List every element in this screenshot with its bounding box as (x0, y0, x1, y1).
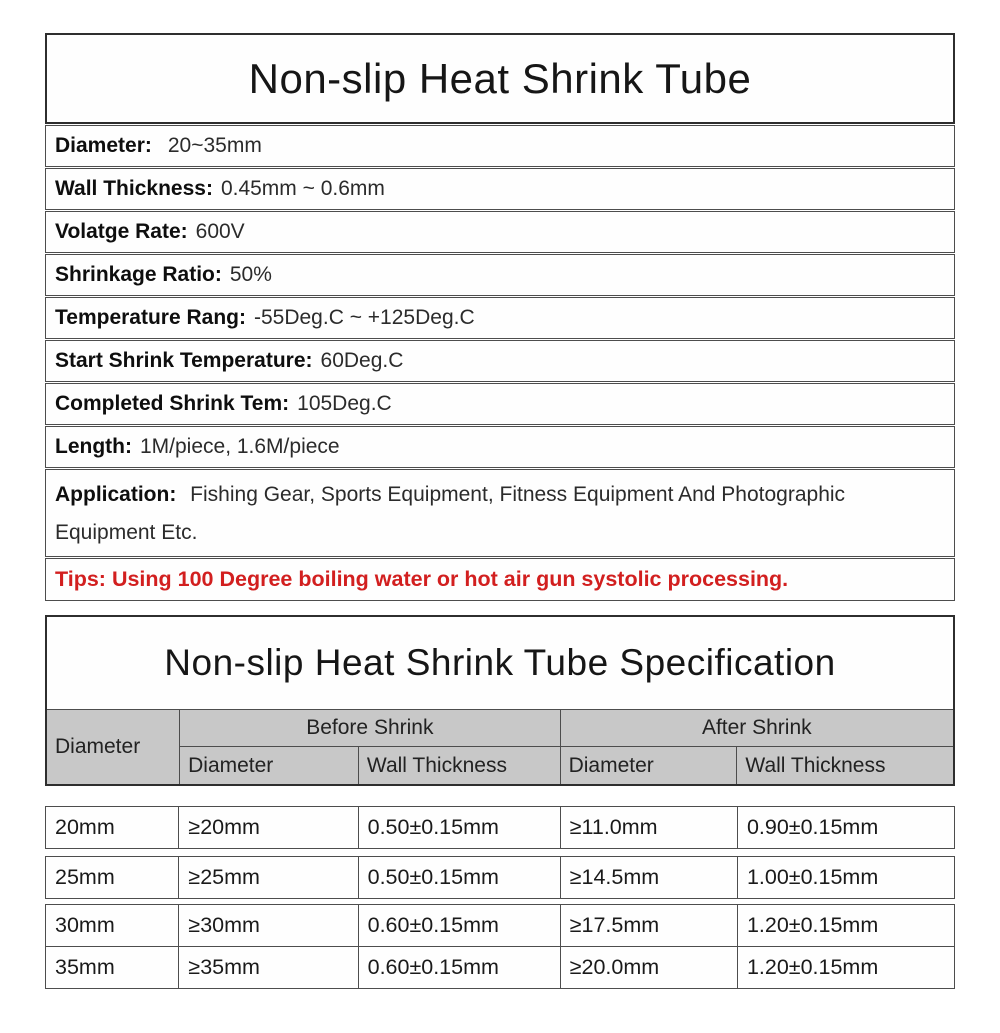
spec-row-diameter (45, 125, 955, 167)
spec-row-length (45, 426, 955, 468)
table-cell: 30mm (46, 905, 179, 946)
header-cell-diameter: Diameter (47, 710, 180, 784)
spec-list (45, 125, 955, 601)
table-cell: ≥30mm (179, 905, 358, 946)
table-cell: 0.60±0.15mm (359, 947, 561, 988)
table-row (46, 857, 954, 898)
spec-row-temperature-range (45, 297, 955, 339)
spec-table-panel (45, 615, 955, 786)
spec-value: 0.45mm ~ 0.6mm (220, 177, 385, 200)
spec-value: -55Deg.C ~ +125Deg.C (253, 306, 475, 329)
header-cell-after-diameter: Diameter (561, 747, 738, 784)
table-cell: ≥35mm (179, 947, 358, 988)
table-cell: 35mm (46, 947, 179, 988)
table-rows-30mm-35mm (45, 904, 955, 989)
table-cell: 0.90±0.15mm (746, 815, 879, 839)
spec-row-voltage-rate (45, 211, 955, 253)
table-cell: 20mm (46, 807, 179, 848)
spec-table-title: Non-slip Heat Shrink Tube Specification (164, 642, 836, 683)
tips-row (45, 558, 955, 601)
spec-row-start-shrink-temperature (45, 340, 955, 382)
spec-row-completed-shrink-temperature (45, 383, 955, 425)
table-row-25mm (45, 856, 955, 899)
table-row-20mm (45, 806, 955, 849)
table-cell: ≥17.5mm (561, 905, 738, 946)
spec-value: 105Deg.C (297, 392, 392, 415)
header-cell-after-wall-thickness: Wall Thickness (745, 753, 886, 777)
spec-label: Diameter: (55, 134, 152, 157)
table-cell: 25mm (46, 857, 179, 898)
header-cell-before-shrink: Before Shrink (180, 710, 560, 747)
spec-table-title-box (47, 617, 953, 709)
spec-label: Shrinkage Ratio: (55, 263, 222, 286)
spec-label: Application: (55, 483, 177, 506)
table-cell: ≥25mm (179, 857, 358, 898)
spec-value: 50% (229, 263, 272, 286)
spec-row-application (45, 469, 955, 557)
spec-value: 20~35mm (167, 134, 262, 157)
spec-label: Volatge Rate: (55, 220, 188, 243)
table-cell: ≥20.0mm (561, 947, 738, 988)
spec-row-shrinkage-ratio (45, 254, 955, 296)
header-cell-after-shrink: After Shrink (561, 710, 953, 747)
table-cell: ≥20mm (179, 807, 358, 848)
table-cell: 1.20±0.15mm (746, 955, 879, 979)
product-title: Non-slip Heat Shrink Tube (248, 54, 752, 102)
table-row (46, 946, 954, 988)
spec-value: 1M/piece, 1.6M/piece (139, 435, 340, 458)
spec-label: Temperature Rang: (55, 306, 246, 329)
product-title-box (45, 33, 955, 124)
spec-value: 600V (195, 220, 245, 243)
product-spec-sheet (45, 33, 955, 989)
table-cell: 0.60±0.15mm (359, 905, 561, 946)
table-row (46, 905, 954, 946)
table-row (46, 807, 954, 848)
spec-label: Completed Shrink Tem: (55, 392, 290, 415)
spec-label: Start Shrink Temperature: (55, 349, 313, 372)
table-cell: 1.00±0.15mm (746, 865, 879, 889)
table-cell: ≥14.5mm (561, 857, 738, 898)
table-cell: 1.20±0.15mm (746, 913, 879, 937)
spec-table-header (47, 709, 953, 784)
spec-label: Wall Thickness: (55, 177, 213, 200)
spec-label: Length: (55, 435, 132, 458)
table-cell: 0.50±0.15mm (359, 857, 561, 898)
spec-row-wall-thickness (45, 168, 955, 210)
tips-text: Tips: Using 100 Degree boiling water or hot air gun systolic processing. (55, 567, 789, 591)
spec-value: 60Deg.C (320, 349, 404, 372)
spec-value: Fishing Gear, Sports Equipment, Fitness Equipment And Photographic Equipment Etc. (55, 483, 846, 544)
table-cell: 0.50±0.15mm (359, 807, 561, 848)
table-cell: ≥11.0mm (561, 807, 738, 848)
header-cell-before-diameter: Diameter (180, 747, 359, 784)
header-cell-before-wall-thickness: Wall Thickness (359, 747, 561, 784)
